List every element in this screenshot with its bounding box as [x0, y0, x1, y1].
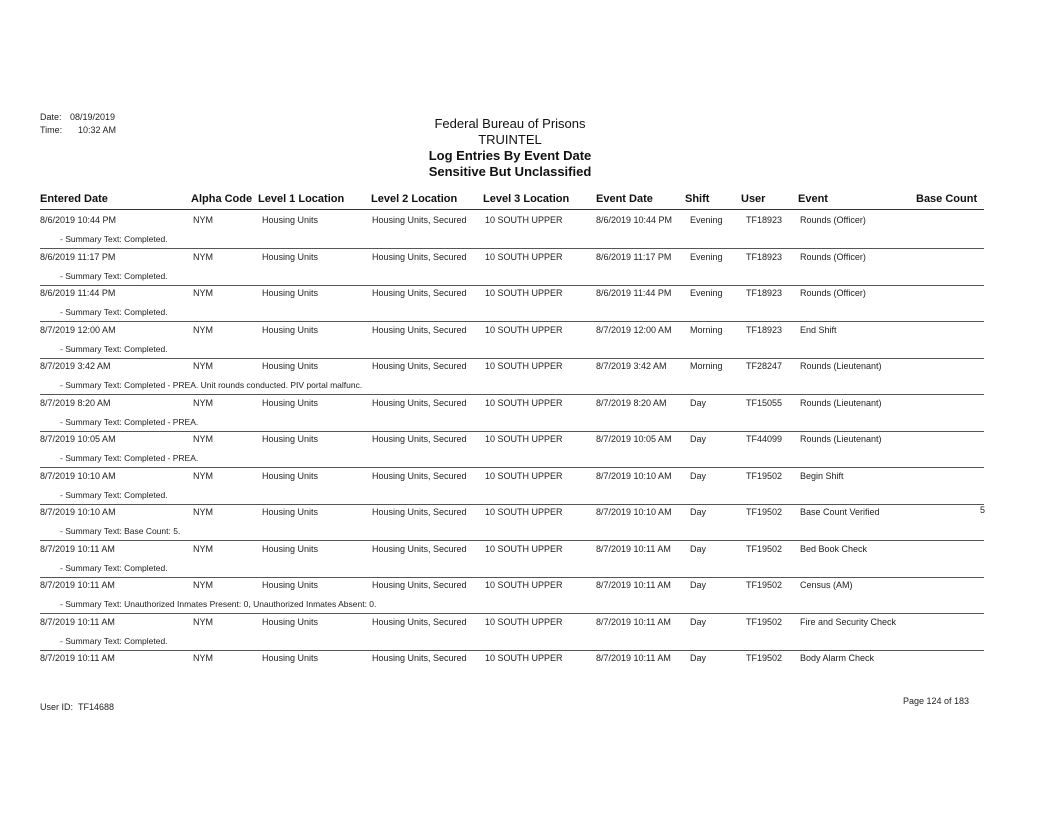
cell-event-date: 8/7/2019 12:00 AM: [596, 324, 672, 335]
cell-level3-location: 10 SOUTH UPPER: [485, 324, 563, 335]
cell-user: TF19502: [746, 653, 783, 663]
cell-event: Bed Book Check: [800, 543, 868, 554]
cell-level2-location: Housing Units, Secured: [372, 507, 467, 517]
cell-level2-location: Housing Units, Secured: [372, 397, 467, 408]
row-divider: [40, 285, 984, 286]
cell-event: Census (AM): [800, 580, 853, 590]
row-divider: [40, 504, 984, 505]
cell-level2-location: Housing Units, Secured: [372, 361, 467, 371]
cell-shift: Evening: [690, 215, 723, 225]
row-divider: [40, 467, 984, 468]
cell-level1-location: Housing Units: [262, 507, 319, 517]
cell-user: TF18923: [746, 324, 783, 335]
summary-text: - Summary Text: Completed.: [60, 635, 168, 646]
col-event: Event: [798, 193, 828, 205]
cell-entered-date: 8/7/2019 10:10 AM: [40, 507, 116, 517]
cell-alpha-code: NYM: [193, 580, 213, 590]
cell-user: TF18923: [746, 288, 783, 298]
row-divider: [40, 321, 984, 322]
cell-level2-location: Housing Units, Secured: [372, 324, 467, 335]
cell-event-date: 8/7/2019 10:11 AM: [596, 653, 671, 663]
cell-user: TF28247: [746, 361, 783, 371]
cell-alpha-code: NYM: [193, 434, 213, 444]
row-divider: [40, 613, 984, 614]
cell-alpha-code: NYM: [193, 653, 213, 663]
cell-level2-location: Housing Units, Secured: [372, 434, 467, 444]
agency-title: Federal Bureau of Prisons: [434, 116, 586, 131]
cell-event: Rounds (Officer): [800, 251, 866, 262]
cell-user: TF15055: [746, 397, 783, 408]
cell-event: Rounds (Officer): [800, 288, 866, 298]
cell-event-date: 8/7/2019 10:11 AM: [596, 580, 671, 590]
cell-alpha-code: NYM: [193, 470, 213, 481]
cell-event-date: 8/7/2019 10:11 AM: [596, 616, 671, 627]
cell-level3-location: 10 SOUTH UPPER: [485, 361, 563, 371]
cell-level1-location: Housing Units: [262, 616, 319, 627]
cell-event-date: 8/6/2019 11:17 PM: [596, 251, 672, 262]
cell-level1-location: Housing Units: [262, 397, 319, 408]
summary-text: - Summary Text: Completed.: [60, 270, 168, 281]
cell-level2-location: Housing Units, Secured: [372, 616, 467, 627]
cell-level3-location: 10 SOUTH UPPER: [485, 288, 563, 298]
cell-shift: Day: [690, 543, 707, 554]
col-shift: Shift: [685, 193, 710, 205]
col-base-count: Base Count: [916, 193, 978, 205]
classification-label: Sensitive But Unclassified: [428, 164, 592, 179]
cell-entered-date: 8/7/2019 10:10 AM: [40, 470, 116, 481]
cell-user: TF18923: [746, 215, 783, 225]
cell-level3-location: 10 SOUTH UPPER: [485, 507, 563, 517]
cell-event-date: 8/7/2019 10:10 AM: [596, 507, 672, 517]
cell-event-date: 8/6/2019 10:44 PM: [596, 215, 673, 225]
cell-shift: Day: [690, 616, 707, 627]
col-level3-location: Level 3 Location: [483, 193, 570, 205]
row-divider: [40, 248, 984, 249]
cell-shift: Day: [690, 507, 707, 517]
summary-text: - Summary Text: Completed - PREA. Unit rounds conducted. PIV portal malfunc.: [60, 380, 363, 390]
cell-level2-location: Housing Units, Secured: [372, 470, 467, 481]
cell-event: End Shift: [800, 324, 837, 335]
cell-level3-location: 10 SOUTH UPPER: [485, 215, 563, 225]
report-title-block: [0, 116, 1020, 180]
summary-text: - Summary Text: Completed.: [60, 343, 168, 354]
cell-event: Rounds (Lieutenant): [800, 361, 882, 371]
cell-level3-location: 10 SOUTH UPPER: [485, 397, 563, 408]
cell-entered-date: 8/6/2019 10:44 PM: [40, 215, 117, 225]
row-divider: [40, 540, 984, 541]
summary-text: - Summary Text: Completed.: [60, 234, 168, 244]
cell-event: Begin Shift: [800, 470, 844, 481]
cell-shift: Day: [690, 434, 707, 444]
row-divider: [40, 394, 984, 395]
cell-user: TF19502: [746, 616, 783, 627]
cell-level3-location: 10 SOUTH UPPER: [485, 470, 563, 481]
cell-shift: Day: [690, 470, 707, 481]
cell-level2-location: Housing Units, Secured: [372, 288, 467, 298]
cell-level1-location: Housing Units: [262, 580, 319, 590]
cell-entered-date: 8/7/2019 10:11 AM: [40, 616, 115, 627]
cell-event: Rounds (Officer): [800, 215, 866, 225]
summary-text: - Summary Text: Completed.: [60, 489, 168, 500]
system-title: TRUINTEL: [478, 132, 542, 147]
report-title: Log Entries By Event Date: [428, 148, 592, 163]
cell-entered-date: 8/6/2019 11:17 PM: [40, 251, 116, 262]
summary-text: - Summary Text: Completed.: [60, 562, 168, 573]
cell-entered-date: 8/7/2019 8:20 AM: [40, 397, 111, 408]
col-user: User: [741, 193, 766, 205]
row-divider: [40, 358, 984, 359]
cell-event: Base Count Verified: [800, 507, 880, 517]
summary-text: - Summary Text: Unauthorized Inmates Present: 0, Unauthorized Inmates Absent: 0.: [60, 599, 377, 609]
cell-level1-location: Housing Units: [262, 324, 319, 335]
cell-level1-location: Housing Units: [262, 361, 319, 371]
cell-user: TF19502: [746, 470, 783, 481]
col-level2-location: Level 2 Location: [371, 193, 458, 205]
cell-shift: Day: [690, 653, 707, 663]
cell-shift: Day: [690, 580, 707, 590]
cell-level1-location: Housing Units: [262, 470, 319, 481]
cell-user: TF19502: [746, 543, 783, 554]
cell-level3-location: 10 SOUTH UPPER: [485, 251, 563, 262]
cell-entered-date: 8/7/2019 10:11 AM: [40, 543, 115, 554]
cell-event-date: 8/7/2019 10:05 AM: [596, 434, 672, 444]
cell-user: TF44099: [746, 434, 783, 444]
cell-shift: Day: [690, 397, 707, 408]
cell-user: TF19502: [746, 580, 783, 590]
cell-event: Rounds (Lieutenant): [800, 397, 882, 408]
row-divider: [40, 577, 984, 578]
cell-entered-date: 8/7/2019 10:05 AM: [40, 434, 116, 444]
cell-entered-date: 8/7/2019 12:00 AM: [40, 324, 116, 335]
cell-shift: Evening: [690, 288, 723, 298]
col-level1-location: Level 1 Location: [258, 193, 345, 205]
cell-alpha-code: NYM: [193, 361, 213, 371]
cell-user: TF19502: [746, 507, 783, 517]
cell-event-date: 8/7/2019 10:11 AM: [596, 543, 671, 554]
cell-event: Body Alarm Check: [800, 653, 875, 663]
footer-user-id: User ID: TF14688: [40, 702, 115, 712]
cell-level1-location: Housing Units: [262, 215, 319, 225]
cell-alpha-code: NYM: [193, 324, 213, 335]
col-event-date: Event Date: [596, 193, 653, 205]
cell-level2-location: Housing Units, Secured: [372, 251, 467, 262]
cell-level3-location: 10 SOUTH UPPER: [485, 653, 563, 663]
cell-alpha-code: NYM: [193, 543, 213, 554]
cell-level1-location: Housing Units: [262, 251, 319, 262]
cell-event: Fire and Security Check: [800, 616, 897, 627]
summary-text: - Summary Text: Completed.: [60, 307, 168, 317]
cell-event: Rounds (Lieutenant): [800, 434, 882, 444]
cell-entered-date: 8/7/2019 10:11 AM: [40, 653, 115, 663]
cell-level2-location: Housing Units, Secured: [372, 543, 467, 554]
cell-event-date: 8/7/2019 3:42 AM: [596, 361, 667, 371]
cell-level3-location: 10 SOUTH UPPER: [485, 616, 563, 627]
cell-entered-date: 8/7/2019 3:42 AM: [40, 361, 111, 371]
cell-level2-location: Housing Units, Secured: [372, 215, 467, 225]
cell-level1-location: Housing Units: [262, 653, 319, 663]
row-divider: [40, 431, 984, 432]
page-number: Page 124 of 183: [903, 696, 970, 706]
cell-shift: Morning: [690, 324, 723, 335]
cell-level2-location: Housing Units, Secured: [372, 653, 467, 663]
cell-level3-location: 10 SOUTH UPPER: [485, 434, 563, 444]
cell-level2-location: Housing Units, Secured: [372, 580, 467, 590]
header-divider: [40, 209, 984, 210]
cell-alpha-code: NYM: [193, 397, 213, 408]
col-entered-date: Entered Date: [40, 193, 108, 205]
summary-text: - Summary Text: Completed - PREA.: [60, 416, 199, 427]
cell-event-date: 8/6/2019 11:44 PM: [596, 288, 672, 298]
cell-user: TF18923: [746, 251, 783, 262]
cell-entered-date: 8/6/2019 11:44 PM: [40, 288, 116, 298]
cell-shift: Evening: [690, 251, 723, 262]
cell-alpha-code: NYM: [193, 616, 213, 627]
cell-shift: Morning: [690, 361, 723, 371]
summary-text: - Summary Text: Completed - PREA.: [60, 453, 199, 463]
cell-entered-date: 8/7/2019 10:11 AM: [40, 580, 115, 590]
cell-event-date: 8/7/2019 8:20 AM: [596, 397, 667, 408]
summary-text: - Summary Text: Base Count: 5.: [60, 526, 181, 536]
cell-level3-location: 10 SOUTH UPPER: [485, 580, 563, 590]
cell-alpha-code: NYM: [193, 251, 213, 262]
cell-level1-location: Housing Units: [262, 434, 319, 444]
cell-event-date: 8/7/2019 10:10 AM: [596, 470, 672, 481]
row-divider: [40, 650, 984, 651]
cell-level1-location: Housing Units: [262, 288, 319, 298]
cell-level3-location: 10 SOUTH UPPER: [485, 543, 563, 554]
report-date: Date: 08/19/2019: [40, 112, 116, 122]
cell-alpha-code: NYM: [193, 215, 213, 225]
col-alpha-code: Alpha Code: [191, 193, 253, 205]
report-time: Time: 10:32 AM: [40, 125, 117, 135]
cell-base-count: 5: [980, 505, 986, 515]
cell-level1-location: Housing Units: [262, 543, 319, 554]
cell-alpha-code: NYM: [193, 507, 213, 517]
cell-alpha-code: NYM: [193, 288, 213, 298]
